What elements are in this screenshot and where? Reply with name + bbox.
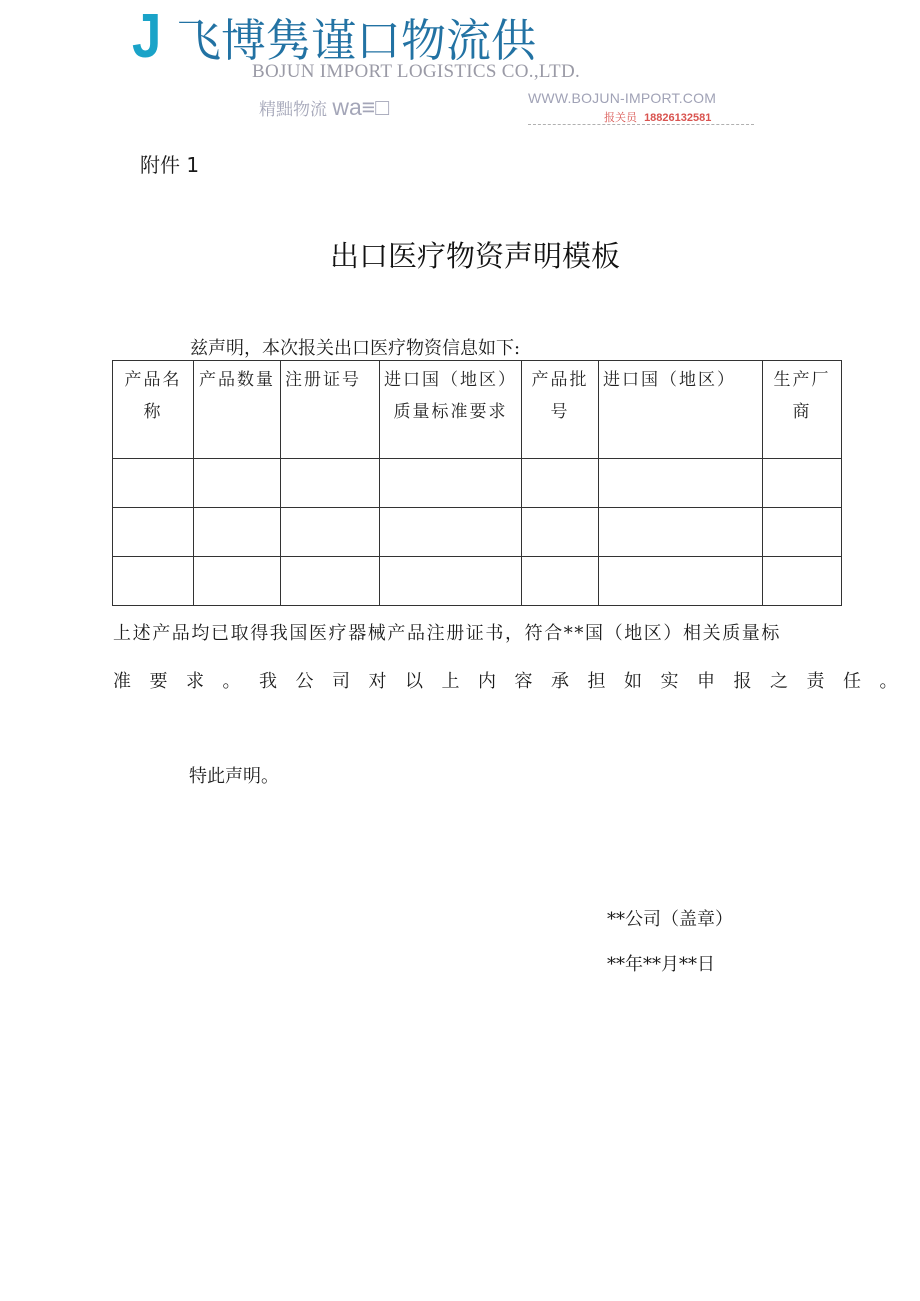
table-cell[interactable]	[113, 459, 194, 508]
intro-text: 兹声明，本次报关出口医疗物资信息如下:	[190, 338, 521, 359]
company-name-en: BOJUN IMPORT LOGISTICS CO.,LTD.	[252, 61, 581, 82]
table-cell[interactable]	[113, 557, 194, 606]
slogan-cn: 精黜物流	[259, 100, 327, 120]
table-row	[113, 508, 842, 557]
table-cell[interactable]	[599, 557, 763, 606]
header-manufacturer: 生产厂商	[763, 361, 842, 459]
table-cell[interactable]	[522, 459, 599, 508]
table-cell[interactable]	[113, 508, 194, 557]
table-cell[interactable]	[763, 508, 842, 557]
slogan-en: wa≡□	[332, 94, 390, 120]
declaration-paragraph-line2: 准要求。我公司对以上内容承担如实申报之责任。	[113, 671, 916, 692]
company-logo-letter: J	[132, 2, 162, 71]
table-cell[interactable]	[194, 459, 281, 508]
attachment-label: 附件 1	[140, 153, 200, 177]
slogan	[259, 96, 389, 119]
table-cell[interactable]	[380, 508, 522, 557]
table-cell[interactable]	[194, 508, 281, 557]
header-batch-number: 产品批号	[522, 361, 599, 459]
contact-info	[604, 109, 711, 125]
header-registration-number: 注册证号	[281, 361, 380, 459]
contact-phone: 18826132581	[644, 112, 712, 124]
table-header-row	[113, 361, 842, 459]
table-cell[interactable]	[522, 557, 599, 606]
table-row	[113, 459, 842, 508]
header-import-country: 进口国（地区）	[599, 361, 763, 459]
table-cell[interactable]	[380, 459, 522, 508]
document-title: 出口医疗物资声明模板	[329, 239, 620, 273]
header-product-name: 产品名称	[113, 361, 194, 459]
company-name-cn: 飞博隽谨口物流供	[176, 14, 537, 67]
table-cell[interactable]	[599, 508, 763, 557]
contact-label: 报关员	[604, 112, 637, 124]
table-cell[interactable]	[281, 459, 380, 508]
signature-company: **公司（盖章）	[607, 909, 733, 930]
table-cell[interactable]	[194, 557, 281, 606]
table-cell[interactable]	[522, 508, 599, 557]
declaration-paragraph-line1: 上述产品均已取得我国医疗器械产品注册证书，符合**国（地区）相关质量标	[113, 623, 781, 644]
header-product-quantity: 产品数量	[194, 361, 281, 459]
table-cell[interactable]	[599, 459, 763, 508]
contact-divider	[528, 124, 754, 125]
declaration-table	[112, 360, 842, 606]
table-cell[interactable]	[380, 557, 522, 606]
header-quality-standard: 进口国（地区）质量标准要求	[380, 361, 522, 459]
table-cell[interactable]	[763, 557, 842, 606]
table-cell[interactable]	[763, 459, 842, 508]
signature-date: **年**月**日	[607, 954, 715, 975]
table-cell[interactable]	[281, 557, 380, 606]
company-website: WWW.BOJUN-IMPORT.COM	[528, 90, 717, 106]
table-row	[113, 557, 842, 606]
table-cell[interactable]	[281, 508, 380, 557]
special-statement: 特此声明。	[189, 766, 279, 787]
